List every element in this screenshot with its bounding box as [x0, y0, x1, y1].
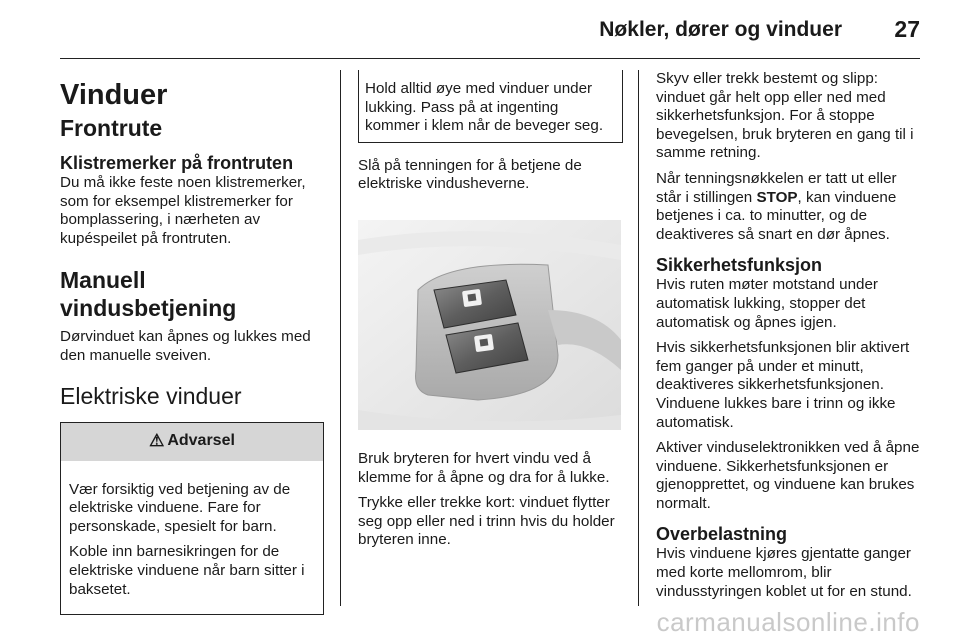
section-title-vinduer: Vinduer [60, 79, 168, 111]
paragraph-overbelastning: Hvis vinduene kjøres gjentatte ganger med korte mellomrom, blir vindusstyringen koblet ut for en stund. [656, 545, 912, 600]
warning-body [61, 461, 323, 615]
warning-paragraph-1: Vær forsiktig ved betjening av de elektriske vinduene. Fare for personskade, spesielt for barn. [69, 480, 291, 535]
heading-klistremerker: Klistremerker på frontruten [60, 153, 294, 173]
heading-sikkerhet: Sikkerhetsfunksjon [656, 255, 823, 276]
column-middle [358, 70, 623, 557]
column-divider-right [638, 70, 639, 606]
note-box [358, 70, 623, 143]
warning-triangle-icon: ⚠ [149, 431, 165, 451]
heading-manuell: Manuell vindusbetjening [60, 267, 237, 322]
stop-text-after: , kan vinduene betjenes i ca. to minutter, og de deaktiveres så snart en dør åpnes. [656, 188, 897, 243]
paragraph-klistremerker: Du må ikke feste noen klistremerker, som for eksempel klistremerker for bomplassering, i nærheten av kupéspeilet på frontruten. [60, 174, 306, 247]
warning-paragraph-2: Koble inn barnesikringen for de elektriske vinduene når barn sitter i baksetet. [69, 543, 305, 598]
page-number: 27 [894, 16, 920, 42]
warning-title: Advarsel [167, 432, 235, 450]
heading-elektriske: Elektriske vinduer [60, 382, 242, 409]
header-rule [60, 58, 920, 59]
paragraph-kort: Trykke eller trekke kort: vinduet flytter seg opp eller ned i trinn hvis du holder bryteren inne. [358, 494, 615, 549]
window-switch-illustration [358, 220, 621, 430]
paragraph-sikkerhet-3: Aktiver vinduselektronikken ved å åpne vinduene. Sikkerhetsfunksjonen er gjenopprettet, og vinduene kan brukes normalt. [656, 439, 920, 512]
window-switch-image [358, 220, 621, 430]
paragraph-bryter: Bruk bryteren for hvert vindu ved å klemme for å åpne og dra for å lukke. [358, 449, 610, 486]
stop-keyword: STOP [756, 188, 798, 206]
stop-text-before: Når tenningsnøkkelen er tatt ut eller står i stillingen [656, 169, 897, 206]
column-right [656, 70, 921, 608]
paragraph-sikkerhet-1: Hvis ruten møter motstand under automatisk lukking, stopper det automatisk og åpnes igjen. [656, 276, 878, 331]
paragraph-tenning: Slå på tenningen for å betjene de elektriske vindusheverne. [358, 156, 582, 193]
column-divider-left [340, 70, 341, 606]
watermark: carmanualsonline.info [656, 607, 920, 637]
paragraph-stop [656, 170, 921, 244]
warning-header [61, 422, 323, 461]
paragraph-manuell: Dørvinduet kan åpnes og lukkes med den manuelle sveiven. [60, 328, 311, 364]
heading-overbelastning: Overbelastning [656, 524, 788, 545]
note-text: Hold alltid øye med vinduer under lukking. Pass på at ingenting kommer i klem når de beveger seg. [365, 80, 604, 135]
paragraph-sikkerhet-2: Hvis sikkerhetsfunksjonen blir aktivert fem ganger på under et minutt, deaktiveres sikkerhetsfunksjonen. Vinduene lukkes bare i trinn og ikke automatisk. [656, 339, 910, 431]
heading-frontrute: Frontrute [60, 115, 163, 141]
paragraph-skyv: Skyv eller trekk bestemt og slipp: vinduet går helt opp eller ned med sikkerhetsfunksjon. For å stoppe bevegelsen, bruk bryteren en gang til i samme retning. [656, 70, 914, 162]
warning-box [60, 422, 324, 616]
header-title: Nøkler, dører og vinduer [599, 18, 842, 41]
column-left [60, 70, 324, 615]
